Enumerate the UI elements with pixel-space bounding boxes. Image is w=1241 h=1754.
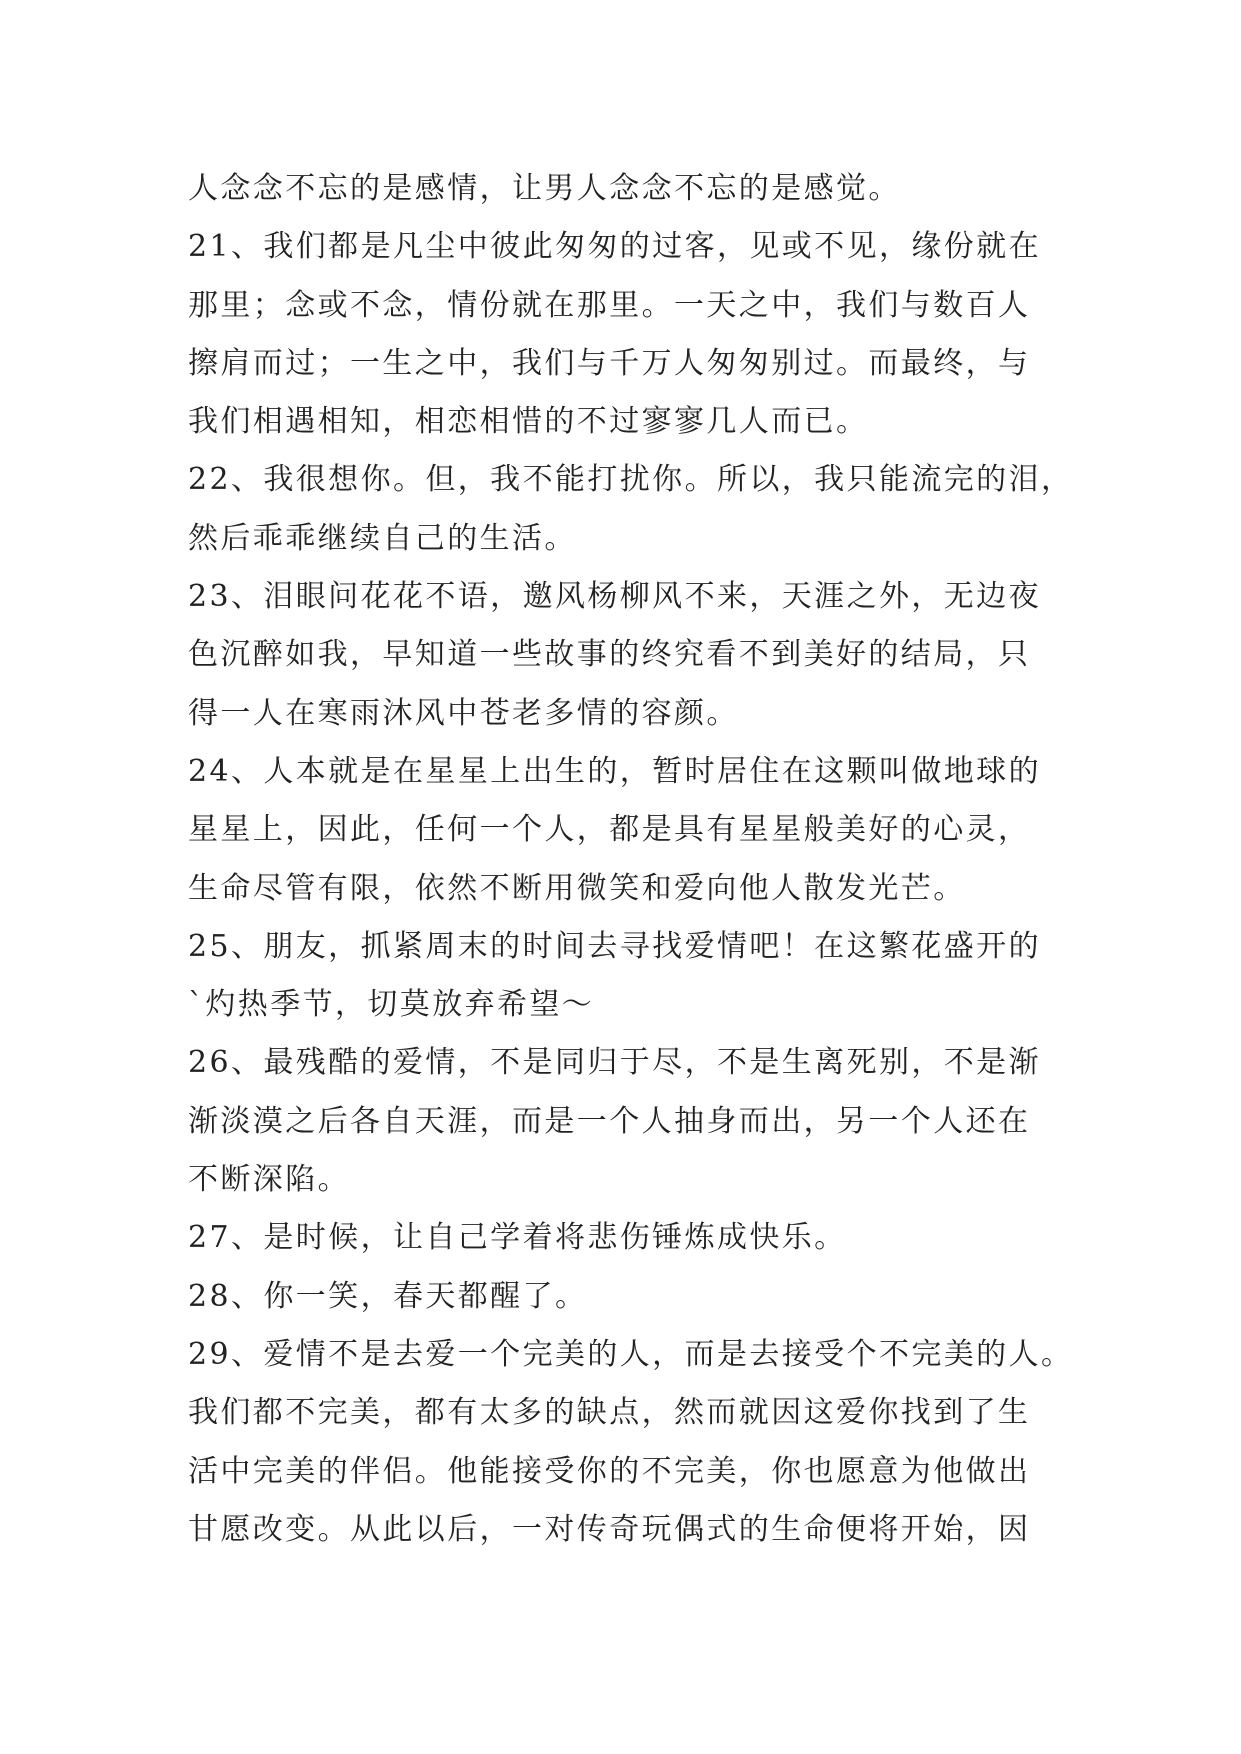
text-line: 生命尽管有限，依然不断用微笑和爱向他人散发光芒。 — [188, 870, 966, 906]
document-body — [188, 160, 1088, 1559]
text-line: 活中完美的伴侣。他能接受你的不完美，你也愿意为他做出 — [188, 1453, 1031, 1489]
text-line: 26、最残酷的爱情，不是同归于尽，不是生离死别，不是渐 — [188, 1045, 1041, 1081]
text-line: 29、爱情不是去爱一个完美的人，而是去接受个不完美的人。 — [188, 1336, 1074, 1372]
text-line: 23、泪眼问花花不语，邀风杨柳风不来，天涯之外，无边夜 — [188, 579, 1041, 615]
text-line: 24、人本就是在星星上出生的，暂时居住在这颗叫做地球的 — [188, 753, 1041, 789]
text-line: 然后乖乖继续自己的生活。 — [188, 520, 577, 556]
text-line: 25、朋友，抓紧周末的时间去寻找爱情吧！在这繁花盛开的 — [188, 928, 1041, 964]
text-line: 得一人在寒雨沐风中苍老多情的容颜。 — [188, 695, 739, 731]
text-line: 人念念不忘的是感情，让男人念念不忘的是感觉。 — [188, 171, 901, 206]
text-line: 我们都不完美，都有太多的缺点，然而就因这爱你找到了生 — [188, 1395, 1031, 1431]
text-line: 27、是时候，让自己学着将悲伤锤炼成快乐。 — [188, 1220, 847, 1256]
text-line: 擦肩而过；一生之中，我们与千万人匆匆别过。而最终，与 — [188, 345, 1031, 381]
text-line: `灼热季节，切莫放弃希望～ — [188, 987, 595, 1023]
text-line: 22、我很想你。但，我不能打扰你。所以，我只能流完的泪， — [188, 462, 1074, 498]
text-line: 21、我们都是凡尘中彼此匆匆的过客，见或不见，缘份就在 — [188, 229, 1041, 265]
text-line: 星星上，因此，任何一个人，都是具有星星般美好的心灵， — [188, 812, 1031, 848]
text-line: 甘愿改变。从此以后，一对传奇玩偶式的生命便将开始，因 — [188, 1511, 1031, 1547]
text-line: 我们相遇相知，相恋相惜的不过寥寥几人而已。 — [188, 404, 869, 440]
text-line: 色沉醉如我，早知道一些故事的终究看不到美好的结局，只 — [188, 637, 1031, 673]
text-line: 渐淡漠之后各自天涯，而是一个人抽身而出，另一个人还在 — [188, 1103, 1031, 1139]
text-line: 那里；念或不念，情份就在那里。一天之中，我们与数百人 — [188, 287, 1031, 323]
text-line: 不断深陷。 — [188, 1162, 350, 1198]
text-line: 28、你一笑，春天都醒了。 — [188, 1278, 588, 1314]
